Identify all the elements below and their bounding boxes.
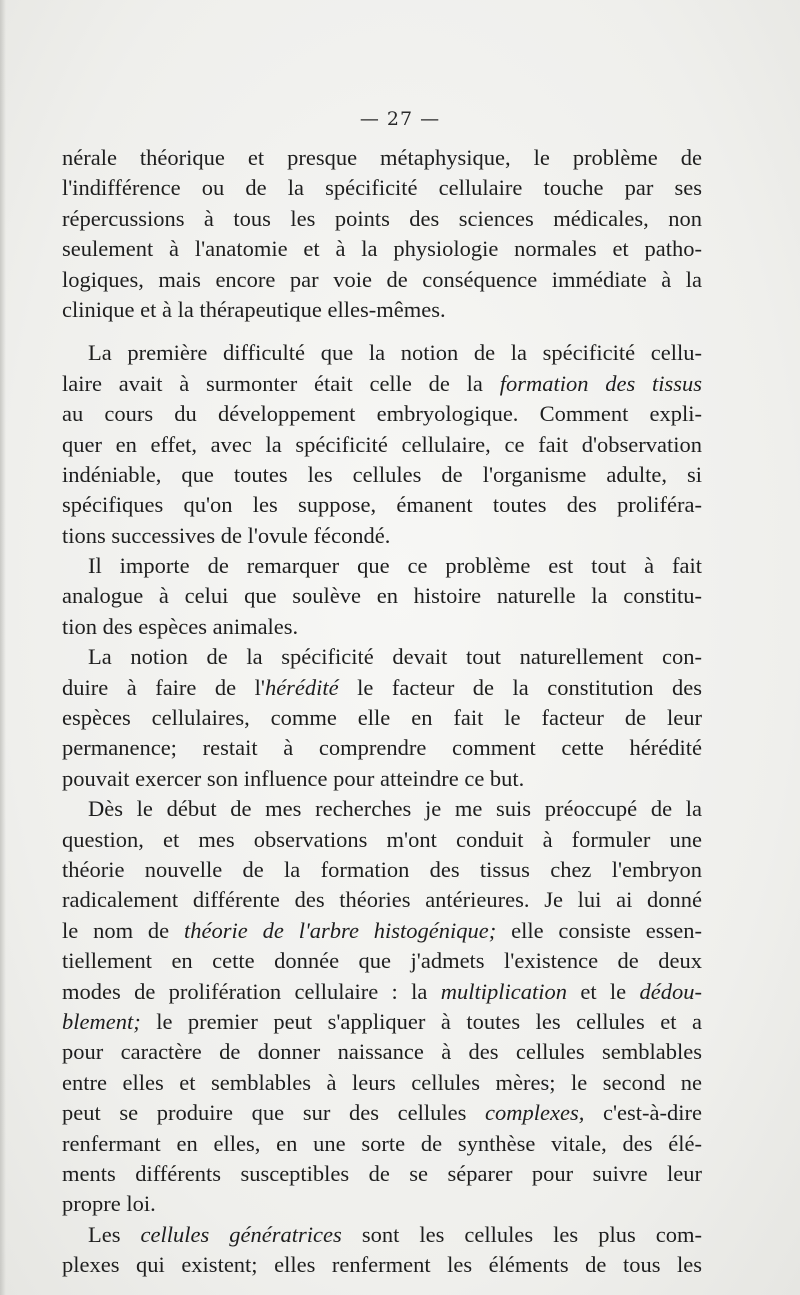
text-segment: peut se produire que sur des cellules xyxy=(62,1100,486,1126)
text-segment: spécifiques qu'on les suppose, émanent toutes des proliféra- xyxy=(62,492,702,518)
text-segment: La première difficulté que la notion de la spécificité cellu- xyxy=(88,340,702,366)
text-line xyxy=(62,673,702,703)
text-line xyxy=(62,1250,702,1280)
text-line xyxy=(62,703,702,733)
text-segment: ments différents susceptibles de se séparer pour suivre leur xyxy=(62,1160,702,1186)
text-line xyxy=(62,204,702,234)
italic-text-segment: cellules génératrices xyxy=(140,1221,342,1247)
italic-text-segment: complexes, xyxy=(485,1100,585,1126)
text-line xyxy=(62,338,702,368)
text-segment: nérale théorique et presque métaphysique, le problème de xyxy=(62,145,702,170)
text-segment: pouvait exercer son influence pour atteindre ce but. xyxy=(62,765,525,791)
text-segment: radicalement différente des théories antérieures. Je lui ai donné xyxy=(62,887,702,913)
text-segment: question, et mes observations m'ont conduit à formuler une xyxy=(62,826,702,852)
text-line xyxy=(62,143,702,173)
text-segment: seulement à l'anatomie et à la physiologie normales et patho- xyxy=(62,236,702,262)
text-segment: Dès le début de mes recherches je me suis préoccupé de la xyxy=(88,796,702,822)
text-segment: laire avait à surmonter était celle de la xyxy=(62,370,500,396)
text-line xyxy=(62,1220,702,1250)
italic-text-segment: formation des tissus xyxy=(499,370,702,396)
text-segment: elle consiste essen- xyxy=(496,917,702,943)
text-line xyxy=(62,764,702,794)
text-line xyxy=(62,234,702,264)
text-segment: c'est-à-dire xyxy=(584,1100,702,1126)
italic-text-segment: multiplication xyxy=(440,978,567,1004)
text-line xyxy=(62,369,702,399)
text-segment: pour caractère de donner naissance à des cellules semblables xyxy=(62,1039,702,1065)
text-segment: tiellement en cette donnée que j'admets l'existence de deux xyxy=(62,948,702,974)
text-line xyxy=(62,521,702,551)
text-segment: quer en effet, avec la spécificité cellulaire, ce fait d'observation xyxy=(62,431,702,457)
text-segment: indéniable, que toutes les cellules de l'organisme adulte, si xyxy=(62,461,702,487)
text-segment: analogue à celui que soulève en histoire naturelle la constitu- xyxy=(62,583,702,609)
text-segment: au cours du développement embryologique. Comment expli- xyxy=(62,401,702,427)
text-line xyxy=(62,1189,702,1219)
text-segment: modes de prolifération cellulaire : la xyxy=(62,978,441,1004)
italic-text-segment: dédou- xyxy=(639,978,702,1004)
text-segment: propre loi. xyxy=(62,1191,156,1217)
page-number: — 27 — xyxy=(359,108,441,130)
paragraph-gap xyxy=(62,325,702,338)
italic-text-segment: hérédité xyxy=(264,674,339,700)
text-line xyxy=(62,1007,702,1037)
text-segment: La notion de la spécificité devait tout naturellement con- xyxy=(88,644,702,670)
text-segment: permanence; restait à comprendre comment cette hérédité xyxy=(62,735,702,761)
text-line xyxy=(62,1159,702,1189)
text-line xyxy=(62,265,702,295)
text-line xyxy=(62,885,702,915)
text-line xyxy=(62,794,702,824)
body-text xyxy=(62,143,702,1280)
text-segment: logiques, mais encore par voie de conséquence immédiate à la xyxy=(62,266,702,292)
text-segment: répercussions à tous les points des sciences médicales, non xyxy=(62,205,702,231)
text-line xyxy=(62,977,702,1007)
text-line xyxy=(62,1098,702,1128)
text-segment: duire à faire de l' xyxy=(62,674,265,700)
page-edge-shadow xyxy=(0,0,6,1295)
text-segment: Les xyxy=(88,1221,141,1247)
text-line xyxy=(62,1068,702,1098)
text-segment: tions successives de l'ovule fécondé. xyxy=(62,522,391,548)
text-line xyxy=(62,1129,702,1159)
text-segment: le premier peut s'appliquer à toutes les cellules et a xyxy=(140,1008,702,1034)
text-line xyxy=(62,612,702,642)
text-line xyxy=(62,399,702,429)
text-segment: tion des espèces animales. xyxy=(62,613,299,639)
text-line xyxy=(62,916,702,946)
text-line xyxy=(62,551,702,581)
text-segment: renfermant en elles, en une sorte de synthèse vitale, des élé- xyxy=(62,1130,702,1156)
text-line xyxy=(62,1037,702,1067)
text-line xyxy=(62,642,702,672)
text-segment: Il importe de remarquer que ce problème est tout à fait xyxy=(88,553,702,579)
italic-text-segment: blement; xyxy=(62,1008,141,1034)
text-segment: clinique et à la thérapeutique elles-mêmes. xyxy=(62,296,446,322)
text-segment: théorie nouvelle de la formation des tissus chez l'embryon xyxy=(62,856,702,882)
text-segment: l'indifférence ou de la spécificité cellulaire touche par ses xyxy=(62,175,702,201)
text-line xyxy=(62,173,702,203)
text-segment: plexes qui existent; elles renferment les éléments de tous les xyxy=(62,1252,702,1278)
text-segment: sont les cellules les plus com- xyxy=(341,1221,703,1247)
text-segment: le nom de xyxy=(62,917,185,943)
italic-text-segment: théorie de l'arbre histogénique; xyxy=(184,917,497,943)
text-line xyxy=(62,733,702,763)
text-line xyxy=(62,825,702,855)
text-segment: espèces cellulaires, comme elle en fait le facteur de leur xyxy=(62,705,702,731)
text-line xyxy=(62,460,702,490)
text-line xyxy=(62,855,702,885)
text-segment: le facteur de la constitution des xyxy=(338,674,702,700)
text-line xyxy=(62,581,702,611)
text-segment: entre elles et semblables à leurs cellules mères; le second ne xyxy=(62,1069,702,1095)
text-line xyxy=(62,295,702,325)
text-line xyxy=(62,490,702,520)
text-line xyxy=(62,946,702,976)
text-segment: et le xyxy=(566,978,640,1004)
text-line xyxy=(62,430,702,460)
